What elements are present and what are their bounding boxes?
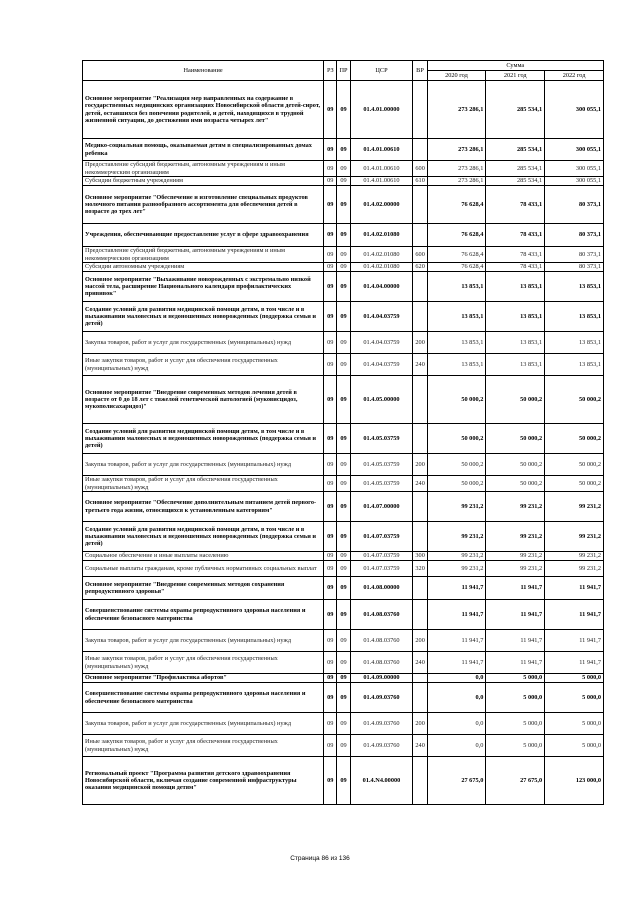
budget-table [82, 60, 604, 805]
row-sum-2022: 80 373,1 [545, 186, 604, 224]
row-pr: 09 [337, 757, 350, 805]
table-row [83, 522, 604, 552]
row-pr: 09 [337, 424, 350, 454]
row-name: Создание условий для развития медицинской помощи детям, в том числе и в выхаживании маловесных и недоношенных новорожденных (поддержка семьи и детей) [83, 424, 324, 454]
row-rz: 09 [324, 263, 337, 272]
row-rz: 09 [324, 492, 337, 522]
row-name: Региональный проект "Программа развития детского здравоохранения Новосибирской области, включая создание современной инфраструктуры оказания медицинской помощи детям" [83, 757, 324, 805]
row-pr: 09 [337, 454, 350, 476]
row-pr: 09 [337, 224, 350, 247]
row-sum-2021: 11 941,7 [486, 652, 545, 674]
table-row [83, 577, 604, 600]
table-row [83, 561, 604, 577]
row-sum-2021: 5 000,0 [486, 683, 545, 713]
row-vr [413, 302, 427, 332]
row-pr: 09 [337, 683, 350, 713]
row-csr: 01.4.05.03759 [350, 454, 413, 476]
table-row [83, 552, 604, 561]
page-number: Страница 86 из 136 [290, 855, 350, 862]
row-sum-2020: 76 628,4 [427, 263, 486, 272]
row-sum-2020: 99 231,2 [427, 492, 486, 522]
row-rz: 09 [324, 630, 337, 652]
row-name: Основное мероприятие "Внедрение современных методов лечения детей в возрасте от 0 до 18 лет с тяжелой генетической патологией (муковисцидоз, мукополисахаридоз)" [83, 376, 324, 424]
row-sum-2021: 99 231,2 [486, 552, 545, 561]
table-row [83, 332, 604, 354]
row-sum-2021: 78 433,1 [486, 224, 545, 247]
header-pr: ПР [337, 61, 350, 81]
row-rz: 09 [324, 476, 337, 492]
row-vr [413, 376, 427, 424]
row-vr [413, 139, 427, 161]
table-row [83, 735, 604, 757]
table-row [83, 674, 604, 683]
row-sum-2022: 300 055,1 [545, 177, 604, 186]
row-rz: 09 [324, 81, 337, 139]
row-name: Медико-социальная помощь, оказываемая детям в специализированных домах ребенка [83, 139, 324, 161]
table-row [83, 186, 604, 224]
row-name: Предоставление субсидий бюджетным, автономным учреждениям и иным некоммерческим организациям [83, 161, 324, 177]
row-sum-2021: 50 000,2 [486, 424, 545, 454]
row-sum-2021: 99 231,2 [486, 522, 545, 552]
table-row [83, 376, 604, 424]
row-sum-2022: 11 941,7 [545, 630, 604, 652]
row-sum-2021: 285 534,1 [486, 81, 545, 139]
table-row [83, 354, 604, 376]
table-row [83, 302, 604, 332]
row-name: Иные закупки товаров, работ и услуг для обеспечения государственных (муниципальных) нужд [83, 652, 324, 674]
row-sum-2020: 13 853,1 [427, 272, 486, 302]
row-sum-2022: 5 000,0 [545, 735, 604, 757]
row-name: Субсидии автономным учреждениям [83, 263, 324, 272]
row-rz: 09 [324, 272, 337, 302]
row-name: Закупка товаров, работ и услуг для государственных (муниципальных) нужд [83, 630, 324, 652]
row-sum-2022: 50 000,2 [545, 454, 604, 476]
row-rz: 09 [324, 552, 337, 561]
row-csr: 01.4.02.01080 [350, 263, 413, 272]
row-sum-2020: 13 853,1 [427, 302, 486, 332]
row-rz: 09 [324, 561, 337, 577]
row-name: Иные закупки товаров, работ и услуг для обеспечения государственных (муниципальных) нужд [83, 354, 324, 376]
header-year-2021: 2021 год [486, 71, 545, 81]
row-sum-2022: 5 000,0 [545, 683, 604, 713]
row-vr [413, 424, 427, 454]
row-csr: 01.4.09.03760 [350, 713, 413, 735]
row-vr [413, 683, 427, 713]
row-csr: 01.4.08.03760 [350, 600, 413, 630]
header-year-2020: 2020 год [427, 71, 486, 81]
row-csr: 01.4.04.03759 [350, 354, 413, 376]
row-sum-2022: 300 055,1 [545, 161, 604, 177]
row-sum-2020: 273 286,1 [427, 139, 486, 161]
row-vr: 300 [413, 552, 427, 561]
row-sum-2022: 123 000,0 [545, 757, 604, 805]
row-csr: 01.4.01.00610 [350, 161, 413, 177]
row-pr: 09 [337, 263, 350, 272]
row-sum-2022: 50 000,2 [545, 424, 604, 454]
row-name: Социальные выплаты гражданам, кроме публичных нормативных социальных выплат [83, 561, 324, 577]
row-sum-2021: 11 941,7 [486, 577, 545, 600]
budget-page [82, 60, 604, 805]
row-rz: 09 [324, 600, 337, 630]
row-sum-2020: 11 941,7 [427, 652, 486, 674]
row-pr: 09 [337, 81, 350, 139]
row-pr: 09 [337, 713, 350, 735]
row-sum-2021: 11 941,7 [486, 600, 545, 630]
row-name: Социальное обеспечение и иные выплаты населению [83, 552, 324, 561]
row-sum-2020: 99 231,2 [427, 552, 486, 561]
row-rz: 09 [324, 177, 337, 186]
row-csr: 01.4.01.00000 [350, 81, 413, 139]
row-csr: 01.4.05.00000 [350, 376, 413, 424]
row-csr: 01.4.02.01080 [350, 224, 413, 247]
row-vr [413, 757, 427, 805]
row-sum-2021: 13 853,1 [486, 354, 545, 376]
row-pr: 09 [337, 332, 350, 354]
row-pr: 09 [337, 247, 350, 263]
row-vr: 600 [413, 161, 427, 177]
row-pr: 09 [337, 522, 350, 552]
row-name: Основное мероприятие "Обеспечение и изготовление специальных продуктов молочного питания разнообразного ассортимента для обеспечения детей в возрасте до трех лет" [83, 186, 324, 224]
row-rz: 09 [324, 454, 337, 476]
row-vr [413, 492, 427, 522]
row-name: Субсидии бюджетным учреждениям [83, 177, 324, 186]
row-sum-2020: 76 628,4 [427, 186, 486, 224]
row-vr [413, 522, 427, 552]
row-sum-2020: 76 628,4 [427, 247, 486, 263]
row-pr: 09 [337, 272, 350, 302]
row-pr: 09 [337, 552, 350, 561]
row-sum-2021: 50 000,2 [486, 454, 545, 476]
row-csr: 01.4.04.03759 [350, 332, 413, 354]
table-row [83, 247, 604, 263]
row-rz: 09 [324, 674, 337, 683]
row-pr: 09 [337, 561, 350, 577]
row-name: Основное мероприятие "Обеспечение дополнительным питанием детей первого-третьего года жизни, относящихся к установленным категориям" [83, 492, 324, 522]
row-vr: 620 [413, 263, 427, 272]
row-vr: 610 [413, 177, 427, 186]
row-vr [413, 81, 427, 139]
row-csr: 01.4.05.03759 [350, 424, 413, 454]
row-vr: 200 [413, 630, 427, 652]
row-name: Основное мероприятие "Внедрение современных методов сохранения репродуктивного здоровья" [83, 577, 324, 600]
row-vr: 240 [413, 652, 427, 674]
row-csr: 01.4.04.00000 [350, 272, 413, 302]
row-csr: 01.4.09.03760 [350, 683, 413, 713]
row-sum-2022: 50 000,2 [545, 476, 604, 492]
row-sum-2020: 50 000,2 [427, 476, 486, 492]
row-sum-2022: 50 000,2 [545, 376, 604, 424]
row-sum-2021: 5 000,0 [486, 735, 545, 757]
table-row [83, 630, 604, 652]
table-row [83, 224, 604, 247]
header-sum: Сумма [427, 61, 603, 71]
row-sum-2022: 80 373,1 [545, 263, 604, 272]
row-sum-2020: 0,0 [427, 713, 486, 735]
row-pr: 09 [337, 376, 350, 424]
row-sum-2022: 99 231,2 [545, 552, 604, 561]
row-sum-2021: 5 000,0 [486, 674, 545, 683]
row-sum-2022: 13 853,1 [545, 332, 604, 354]
row-sum-2022: 99 231,2 [545, 492, 604, 522]
row-pr: 09 [337, 177, 350, 186]
row-rz: 09 [324, 652, 337, 674]
row-sum-2022: 13 853,1 [545, 272, 604, 302]
row-pr: 09 [337, 652, 350, 674]
table-row [83, 600, 604, 630]
table-row [83, 492, 604, 522]
row-vr: 320 [413, 561, 427, 577]
row-csr: 01.4.08.03760 [350, 652, 413, 674]
row-rz: 09 [324, 424, 337, 454]
row-csr: 01.4.02.01080 [350, 247, 413, 263]
row-csr: 01.4.08.03760 [350, 630, 413, 652]
row-pr: 09 [337, 577, 350, 600]
table-row [83, 424, 604, 454]
row-sum-2020: 50 000,2 [427, 424, 486, 454]
row-rz: 09 [324, 713, 337, 735]
row-name: Учреждения, обеспечивающие предоставление услуг в сфере здравоохранения [83, 224, 324, 247]
row-csr: 01.4.01.00610 [350, 139, 413, 161]
row-sum-2022: 99 231,2 [545, 561, 604, 577]
row-sum-2020: 50 000,2 [427, 376, 486, 424]
table-row [83, 263, 604, 272]
row-sum-2020: 99 231,2 [427, 561, 486, 577]
row-name: Основное мероприятие "Реализация мер направленных на содержание в государственных медицинских организациях Новосибирской области детей-сирот, детей, оставшихся без попечения родителей, и детей, находящихся в трудной жизненной ситуации, до достижения ими возраста четырех лет" [83, 81, 324, 139]
row-sum-2022: 11 941,7 [545, 577, 604, 600]
row-rz: 09 [324, 186, 337, 224]
row-csr: 01.4.07.03759 [350, 522, 413, 552]
table-row [83, 757, 604, 805]
row-csr: 01.4.01.00610 [350, 177, 413, 186]
row-sum-2020: 273 286,1 [427, 81, 486, 139]
row-sum-2020: 27 675,0 [427, 757, 486, 805]
row-sum-2022: 300 055,1 [545, 139, 604, 161]
row-csr: 01.4.N4.00000 [350, 757, 413, 805]
row-name: Закупка товаров, работ и услуг для государственных (муниципальных) нужд [83, 332, 324, 354]
table-row [83, 161, 604, 177]
row-pr: 09 [337, 630, 350, 652]
table-row [83, 272, 604, 302]
row-pr: 09 [337, 735, 350, 757]
row-vr: 240 [413, 354, 427, 376]
row-sum-2020: 11 941,7 [427, 577, 486, 600]
row-rz: 09 [324, 302, 337, 332]
row-sum-2021: 78 433,1 [486, 247, 545, 263]
row-sum-2020: 273 286,1 [427, 161, 486, 177]
header-csr: ЦСР [350, 61, 413, 81]
row-pr: 09 [337, 476, 350, 492]
row-csr: 01.4.08.00000 [350, 577, 413, 600]
header-name: Наименование [83, 61, 324, 81]
table-body [83, 81, 604, 805]
row-sum-2022: 5 000,0 [545, 674, 604, 683]
row-name: Основное мероприятие "Выхаживание новорожденных с экстремально низкой массой тела, расширение Национального календаря профилактических прививок" [83, 272, 324, 302]
row-name: Иные закупки товаров, работ и услуг для обеспечения государственных (муниципальных) нужд [83, 476, 324, 492]
row-sum-2022: 300 055,1 [545, 81, 604, 139]
row-sum-2021: 285 534,1 [486, 177, 545, 186]
row-csr: 01.4.07.00000 [350, 492, 413, 522]
table-row [83, 476, 604, 492]
row-sum-2021: 11 941,7 [486, 630, 545, 652]
row-rz: 09 [324, 354, 337, 376]
row-sum-2021: 78 433,1 [486, 263, 545, 272]
row-sum-2021: 78 433,1 [486, 186, 545, 224]
row-sum-2022: 13 853,1 [545, 354, 604, 376]
row-sum-2021: 13 853,1 [486, 332, 545, 354]
row-vr [413, 224, 427, 247]
row-name: Иные закупки товаров, работ и услуг для обеспечения государственных (муниципальных) нужд [83, 735, 324, 757]
row-sum-2021: 13 853,1 [486, 272, 545, 302]
row-rz: 09 [324, 376, 337, 424]
row-csr: 01.4.05.03759 [350, 476, 413, 492]
row-csr: 01.4.04.03759 [350, 302, 413, 332]
table-row [83, 177, 604, 186]
row-vr: 200 [413, 713, 427, 735]
row-sum-2020: 11 941,7 [427, 630, 486, 652]
row-rz: 09 [324, 139, 337, 161]
row-sum-2020: 76 628,4 [427, 224, 486, 247]
row-sum-2021: 50 000,2 [486, 376, 545, 424]
row-rz: 09 [324, 224, 337, 247]
row-name: Создание условий для развития медицинской помощи детям, в том числе и в выхаживании маловесных и недоношенных новорожденных (поддержка семьи и детей) [83, 302, 324, 332]
row-csr: 01.4.09.03760 [350, 735, 413, 757]
row-rz: 09 [324, 735, 337, 757]
row-sum-2020: 11 941,7 [427, 600, 486, 630]
row-sum-2020: 99 231,2 [427, 522, 486, 552]
row-sum-2021: 99 231,2 [486, 492, 545, 522]
row-rz: 09 [324, 522, 337, 552]
row-sum-2022: 5 000,0 [545, 713, 604, 735]
row-sum-2020: 13 853,1 [427, 332, 486, 354]
row-sum-2021: 285 534,1 [486, 161, 545, 177]
row-sum-2021: 285 534,1 [486, 139, 545, 161]
row-sum-2022: 80 373,1 [545, 224, 604, 247]
row-vr: 600 [413, 247, 427, 263]
row-rz: 09 [324, 247, 337, 263]
row-name: Закупка товаров, работ и услуг для государственных (муниципальных) нужд [83, 454, 324, 476]
row-name: Предоставление субсидий бюджетным, автономным учреждениям и иным некоммерческим организациям [83, 247, 324, 263]
row-sum-2022: 11 941,7 [545, 652, 604, 674]
row-vr: 240 [413, 735, 427, 757]
row-pr: 09 [337, 354, 350, 376]
row-sum-2020: 50 000,2 [427, 454, 486, 476]
table-row [83, 81, 604, 139]
row-sum-2021: 5 000,0 [486, 713, 545, 735]
row-pr: 09 [337, 600, 350, 630]
row-sum-2021: 13 853,1 [486, 302, 545, 332]
row-vr [413, 272, 427, 302]
row-csr: 01.4.07.03759 [350, 561, 413, 577]
row-name: Создание условий для развития медицинской помощи детям, в том числе и в выхаживании маловесных и недоношенных новорожденных (поддержка семьи и детей) [83, 522, 324, 552]
table-row [83, 139, 604, 161]
table-row [83, 652, 604, 674]
row-sum-2022: 99 231,2 [545, 522, 604, 552]
row-name: Закупка товаров, работ и услуг для государственных (муниципальных) нужд [83, 713, 324, 735]
row-vr: 240 [413, 476, 427, 492]
row-vr: 200 [413, 332, 427, 354]
row-sum-2022: 11 941,7 [545, 600, 604, 630]
table-row [83, 713, 604, 735]
table-row [83, 454, 604, 476]
row-rz: 09 [324, 577, 337, 600]
row-rz: 09 [324, 683, 337, 713]
row-vr [413, 674, 427, 683]
table-row [83, 683, 604, 713]
row-csr: 01.4.02.00000 [350, 186, 413, 224]
row-vr [413, 186, 427, 224]
row-rz: 09 [324, 161, 337, 177]
row-name: Совершенствование системы охраны репродуктивного здоровья населения и обеспечение безопасного материнства [83, 600, 324, 630]
row-sum-2020: 0,0 [427, 683, 486, 713]
row-sum-2020: 13 853,1 [427, 354, 486, 376]
row-pr: 09 [337, 302, 350, 332]
row-pr: 09 [337, 139, 350, 161]
row-sum-2021: 99 231,2 [486, 561, 545, 577]
row-sum-2020: 0,0 [427, 735, 486, 757]
row-name: Совершенствование системы охраны репродуктивного здоровья населения и обеспечение безопасного материнства [83, 683, 324, 713]
header-rz: РЗ [324, 61, 337, 81]
row-pr: 09 [337, 674, 350, 683]
row-sum-2022: 80 373,1 [545, 247, 604, 263]
row-sum-2021: 27 675,0 [486, 757, 545, 805]
row-pr: 09 [337, 186, 350, 224]
row-name: Основное мероприятие "Профилактика абортов" [83, 674, 324, 683]
row-rz: 09 [324, 757, 337, 805]
header-year-2022: 2022 год [545, 71, 604, 81]
row-sum-2022: 13 853,1 [545, 302, 604, 332]
row-pr: 09 [337, 492, 350, 522]
row-vr: 200 [413, 454, 427, 476]
row-sum-2020: 0,0 [427, 674, 486, 683]
row-vr [413, 600, 427, 630]
row-sum-2021: 50 000,2 [486, 476, 545, 492]
row-rz: 09 [324, 332, 337, 354]
row-csr: 01.4.09.00000 [350, 674, 413, 683]
row-pr: 09 [337, 161, 350, 177]
header-vr: ВР [413, 61, 427, 81]
row-sum-2020: 273 286,1 [427, 177, 486, 186]
row-vr [413, 577, 427, 600]
row-csr: 01.4.07.03759 [350, 552, 413, 561]
